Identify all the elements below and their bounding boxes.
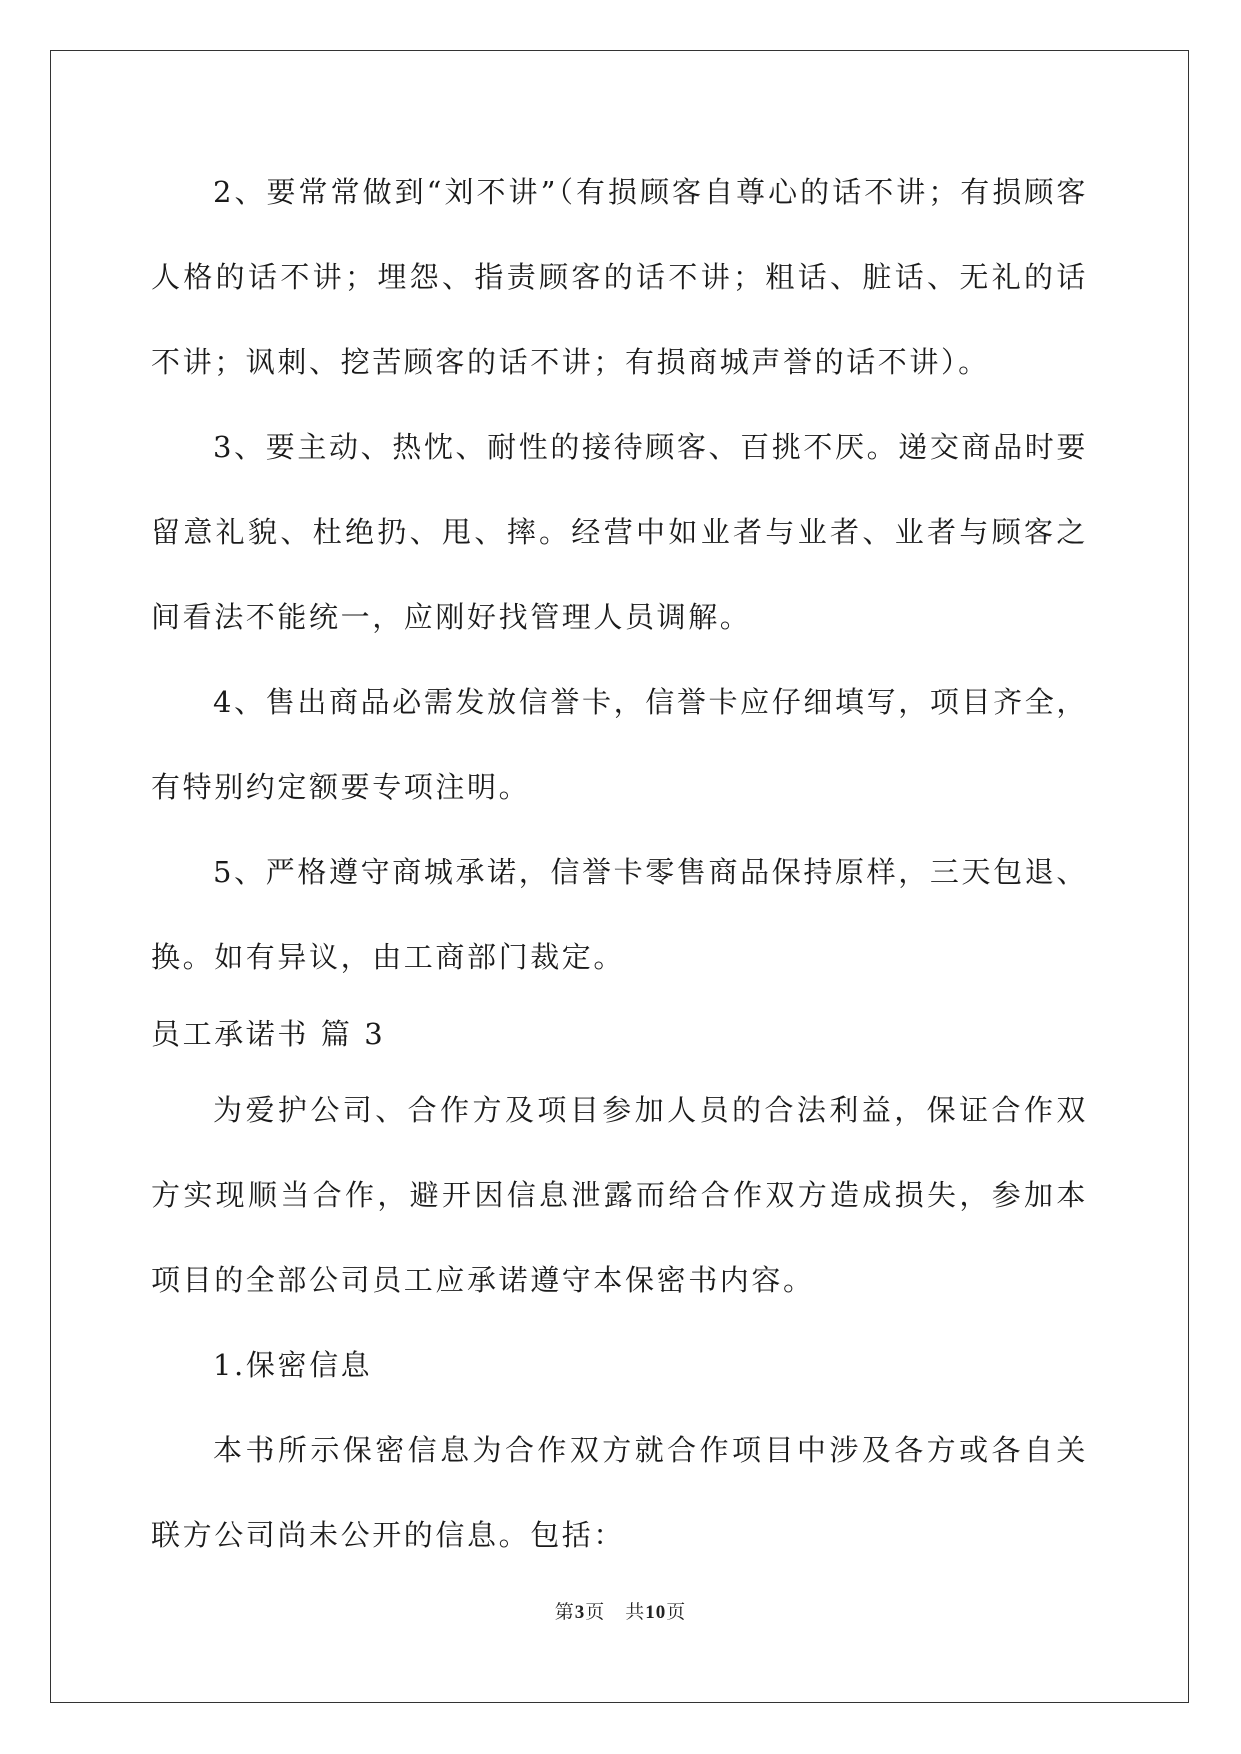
section-intro-paragraph: 为爱护公司、合作方及项目参加人员的合法利益，保证合作双方实现顺当合作，避开因信息泄露而给合作双方造成损失，参加本项目的全部公司员工应承诺遵守本保密书内容。 — [151, 1093, 1088, 1297]
paragraph-item-4: 4、售出商品必需发放信誉卡，信誉卡应仔细填写，项目齐全，有特别约定额要专项注明。 — [151, 685, 1088, 804]
paragraph-item-5: 5、严格遵守商城承诺，信誉卡零售商品保持原样，三天包退、换。如有异议，由工商部门裁定。 — [151, 855, 1088, 974]
total-pages: 10 — [645, 1602, 667, 1623]
paragraph-item-2: 2、要常常做到“刘不讲”（有损顾客自尊心的话不讲；有损顾客人格的话不讲；埋怨、指责顾客的话不讲；粗话、脏话、无礼的话不讲；讽刺、挖苦顾客的话不讲；有损商城声誉的话不讲）。 — [151, 175, 1088, 379]
footer-prefix: 第 — [554, 1601, 575, 1623]
footer-page-suffix: 页 — [585, 1601, 606, 1623]
paragraph-item-3: 3、要主动、热忱、耐性的接待顾客、百挑不厌。递交商品时要留意礼貌、杜绝扔、甩、摔。经营中如业者与业者、业者与顾客之间看法不能统一，应刚好找管理人员调解。 — [151, 430, 1088, 634]
footer-total-prefix: 共 — [625, 1601, 646, 1623]
section-heading: 员工承诺书 篇 3 — [151, 1017, 386, 1051]
footer-total-suffix: 页 — [666, 1601, 687, 1623]
subsection-title: 1.保密信息 — [213, 1348, 373, 1382]
subsection-paragraph: 本书所示保密信息为合作双方就合作项目中涉及各方或各自关联方公司尚未公开的信息。包括： — [151, 1433, 1088, 1552]
document-body — [151, 150, 1088, 1578]
page-footer — [0, 1597, 1241, 1624]
page-number: 3 — [574, 1602, 586, 1623]
